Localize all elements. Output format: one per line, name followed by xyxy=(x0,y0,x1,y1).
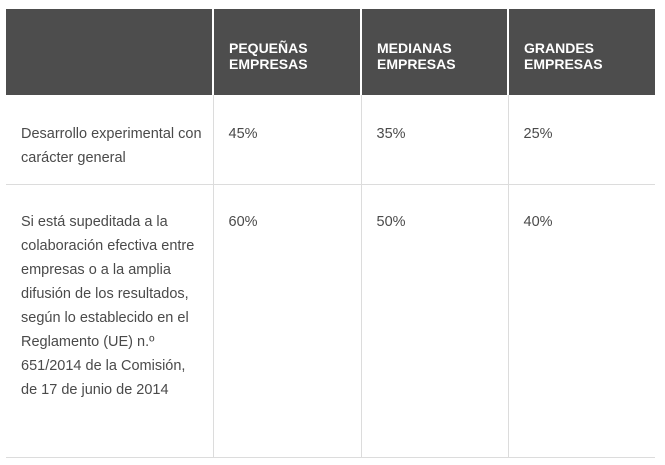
value-large-companies: 25% xyxy=(508,95,655,184)
value-small-companies: 60% xyxy=(213,184,361,457)
value-medium-companies: 35% xyxy=(361,95,508,184)
header-empty-cell xyxy=(6,9,213,95)
table-row xyxy=(6,184,655,457)
header-medium-companies: MEDIANAS EMPRESAS xyxy=(361,9,508,95)
value-small-companies: 45% xyxy=(213,95,361,184)
value-large-companies: 40% xyxy=(508,184,655,457)
row-label: Si está supeditada a la colaboración efectiva entre empresas o a la amplia difusión de los resultados, según lo establecido en el Reglamento (UE) n.º 651/2014 de la Comisión, de 17 de junio de 2014 xyxy=(6,184,213,457)
value-medium-companies: 50% xyxy=(361,184,508,457)
table-header-row xyxy=(6,9,655,95)
header-small-companies: PEQUEÑAS EMPRESAS xyxy=(213,9,361,95)
header-large-companies: GRANDES EMPRESAS xyxy=(508,9,655,95)
aid-intensity-table xyxy=(6,9,655,458)
row-label: Desarrollo experimental con carácter general xyxy=(6,95,213,184)
table-row xyxy=(6,95,655,184)
